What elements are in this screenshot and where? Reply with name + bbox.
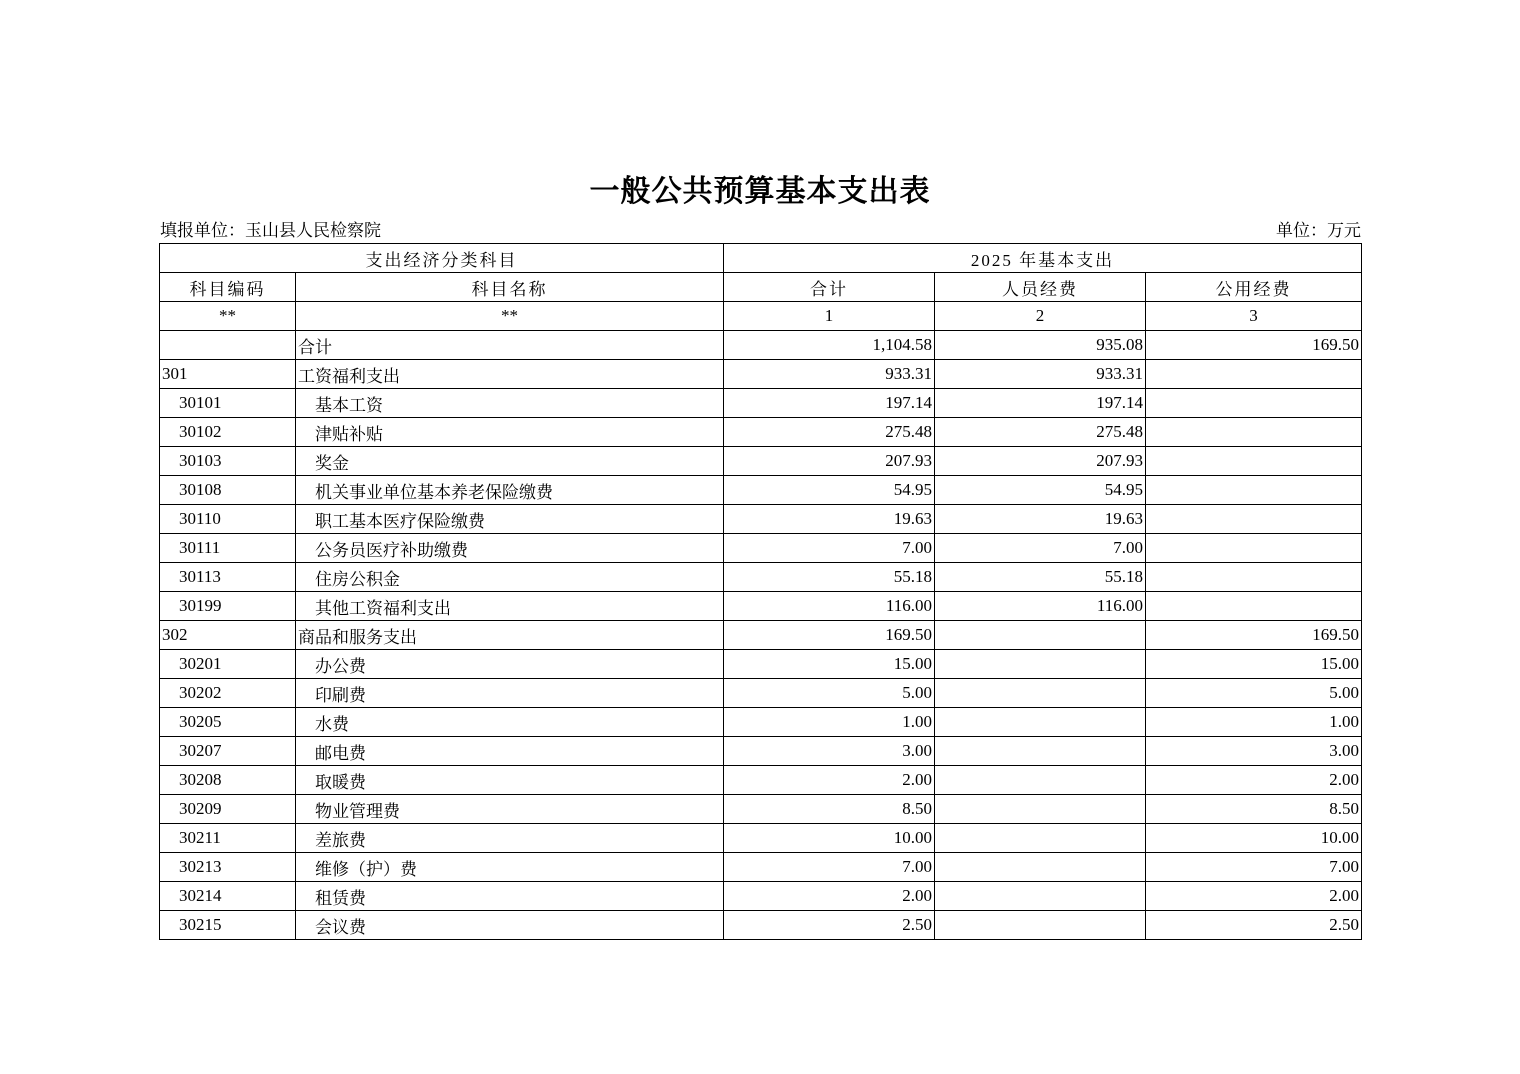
row-code: 30214 <box>160 882 296 911</box>
row-public: 10.00 <box>1146 824 1362 853</box>
table-row <box>160 824 1362 853</box>
row-personnel: 54.95 <box>935 476 1146 505</box>
row-public <box>1146 360 1362 389</box>
row-total: 19.63 <box>724 505 935 534</box>
row-personnel: 197.14 <box>935 389 1146 418</box>
table-row <box>160 563 1362 592</box>
table-row <box>160 679 1362 708</box>
index-code: ** <box>160 302 296 331</box>
row-code: 30201 <box>160 650 296 679</box>
row-personnel <box>935 795 1146 824</box>
reporting-unit: 填报单位：玉山县人民检察院 <box>160 221 381 240</box>
row-public <box>1146 476 1362 505</box>
row-total: 8.50 <box>724 795 935 824</box>
row-name: 津贴补贴 <box>296 418 724 447</box>
table-row <box>160 766 1362 795</box>
row-public <box>1146 534 1362 563</box>
row-total: 54.95 <box>724 476 935 505</box>
row-name: 物业管理费 <box>296 795 724 824</box>
header-economic-category: 支出经济分类科目 <box>160 244 724 273</box>
row-total: 5.00 <box>724 679 935 708</box>
row-public: 8.50 <box>1146 795 1362 824</box>
row-total: 1,104.58 <box>724 331 935 360</box>
budget-table <box>159 243 1362 940</box>
table-row <box>160 389 1362 418</box>
row-personnel: 933.31 <box>935 360 1146 389</box>
table-row <box>160 418 1362 447</box>
header-name: 科目名称 <box>296 273 724 302</box>
row-name: 办公费 <box>296 650 724 679</box>
row-code: 30202 <box>160 679 296 708</box>
row-total: 1.00 <box>724 708 935 737</box>
row-name: 职工基本医疗保险缴费 <box>296 505 724 534</box>
row-total: 7.00 <box>724 853 935 882</box>
row-total: 116.00 <box>724 592 935 621</box>
row-name: 奖金 <box>296 447 724 476</box>
row-personnel: 55.18 <box>935 563 1146 592</box>
row-total: 10.00 <box>724 824 935 853</box>
row-name: 租赁费 <box>296 882 724 911</box>
table-row <box>160 650 1362 679</box>
header-basic-expenditure: 2025 年基本支出 <box>724 244 1362 273</box>
table-row <box>160 621 1362 650</box>
row-code: 30102 <box>160 418 296 447</box>
row-personnel: 935.08 <box>935 331 1146 360</box>
row-name: 其他工资福利支出 <box>296 592 724 621</box>
row-public <box>1146 563 1362 592</box>
row-code: 30208 <box>160 766 296 795</box>
table-body <box>160 331 1362 940</box>
row-name: 印刷费 <box>296 679 724 708</box>
row-public <box>1146 418 1362 447</box>
row-personnel <box>935 650 1146 679</box>
row-public: 2.50 <box>1146 911 1362 940</box>
row-name: 商品和服务支出 <box>296 621 724 650</box>
row-total: 197.14 <box>724 389 935 418</box>
row-code: 30207 <box>160 737 296 766</box>
row-personnel: 7.00 <box>935 534 1146 563</box>
row-personnel <box>935 882 1146 911</box>
table-row <box>160 882 1362 911</box>
row-name: 基本工资 <box>296 389 724 418</box>
row-name: 邮电费 <box>296 737 724 766</box>
table-row <box>160 853 1362 882</box>
header-total: 合计 <box>724 273 935 302</box>
header-group-row <box>160 244 1362 273</box>
table-row <box>160 708 1362 737</box>
row-personnel: 19.63 <box>935 505 1146 534</box>
index-personnel: 2 <box>935 302 1146 331</box>
row-code <box>160 331 296 360</box>
row-public: 1.00 <box>1146 708 1362 737</box>
table-row <box>160 911 1362 940</box>
row-public: 7.00 <box>1146 853 1362 882</box>
row-name: 会议费 <box>296 911 724 940</box>
row-personnel <box>935 911 1146 940</box>
row-public <box>1146 592 1362 621</box>
row-public: 2.00 <box>1146 882 1362 911</box>
table-row <box>160 447 1362 476</box>
row-name: 合计 <box>296 331 724 360</box>
row-code: 30211 <box>160 824 296 853</box>
table-row <box>160 360 1362 389</box>
row-name: 工资福利支出 <box>296 360 724 389</box>
row-personnel <box>935 708 1146 737</box>
header-index-row <box>160 302 1362 331</box>
row-code: 30215 <box>160 911 296 940</box>
row-code: 30213 <box>160 853 296 882</box>
row-public: 169.50 <box>1146 621 1362 650</box>
row-name: 取暖费 <box>296 766 724 795</box>
row-personnel: 275.48 <box>935 418 1146 447</box>
row-name: 公务员医疗补助缴费 <box>296 534 724 563</box>
row-code: 30113 <box>160 563 296 592</box>
header-personnel: 人员经费 <box>935 273 1146 302</box>
row-public: 169.50 <box>1146 331 1362 360</box>
header-public: 公用经费 <box>1146 273 1362 302</box>
row-code: 30103 <box>160 447 296 476</box>
table-row <box>160 592 1362 621</box>
row-name: 住房公积金 <box>296 563 724 592</box>
row-total: 207.93 <box>724 447 935 476</box>
row-public <box>1146 505 1362 534</box>
table-row <box>160 331 1362 360</box>
row-total: 2.50 <box>724 911 935 940</box>
row-total: 15.00 <box>724 650 935 679</box>
row-code: 301 <box>160 360 296 389</box>
row-public: 5.00 <box>1146 679 1362 708</box>
row-personnel <box>935 824 1146 853</box>
header-column-row <box>160 273 1362 302</box>
row-total: 275.48 <box>724 418 935 447</box>
row-code: 30101 <box>160 389 296 418</box>
table-row <box>160 737 1362 766</box>
row-code: 30199 <box>160 592 296 621</box>
row-total: 7.00 <box>724 534 935 563</box>
row-public <box>1146 389 1362 418</box>
row-code: 30205 <box>160 708 296 737</box>
row-personnel: 207.93 <box>935 447 1146 476</box>
row-code: 30209 <box>160 795 296 824</box>
row-total: 933.31 <box>724 360 935 389</box>
row-code: 302 <box>160 621 296 650</box>
row-personnel: 116.00 <box>935 592 1146 621</box>
index-total: 1 <box>724 302 935 331</box>
row-code: 30111 <box>160 534 296 563</box>
row-personnel <box>935 679 1146 708</box>
row-name: 差旅费 <box>296 824 724 853</box>
page-title: 一般公共预算基本支出表 <box>589 174 931 209</box>
row-personnel <box>935 853 1146 882</box>
row-personnel <box>935 621 1146 650</box>
table-row <box>160 795 1362 824</box>
header-code: 科目编码 <box>160 273 296 302</box>
row-public: 2.00 <box>1146 766 1362 795</box>
row-public: 3.00 <box>1146 737 1362 766</box>
row-total: 3.00 <box>724 737 935 766</box>
row-name: 机关事业单位基本养老保险缴费 <box>296 476 724 505</box>
row-code: 30110 <box>160 505 296 534</box>
table-row <box>160 476 1362 505</box>
row-name: 维修（护）费 <box>296 853 724 882</box>
currency-unit: 单位：万元 <box>1276 221 1361 240</box>
row-personnel <box>935 737 1146 766</box>
row-total: 55.18 <box>724 563 935 592</box>
table-row <box>160 534 1362 563</box>
table-row <box>160 505 1362 534</box>
row-name: 水费 <box>296 708 724 737</box>
row-total: 2.00 <box>724 882 935 911</box>
row-total: 169.50 <box>724 621 935 650</box>
row-total: 2.00 <box>724 766 935 795</box>
index-name: ** <box>296 302 724 331</box>
row-personnel <box>935 766 1146 795</box>
row-public: 15.00 <box>1146 650 1362 679</box>
row-public <box>1146 447 1362 476</box>
row-code: 30108 <box>160 476 296 505</box>
index-public: 3 <box>1146 302 1362 331</box>
